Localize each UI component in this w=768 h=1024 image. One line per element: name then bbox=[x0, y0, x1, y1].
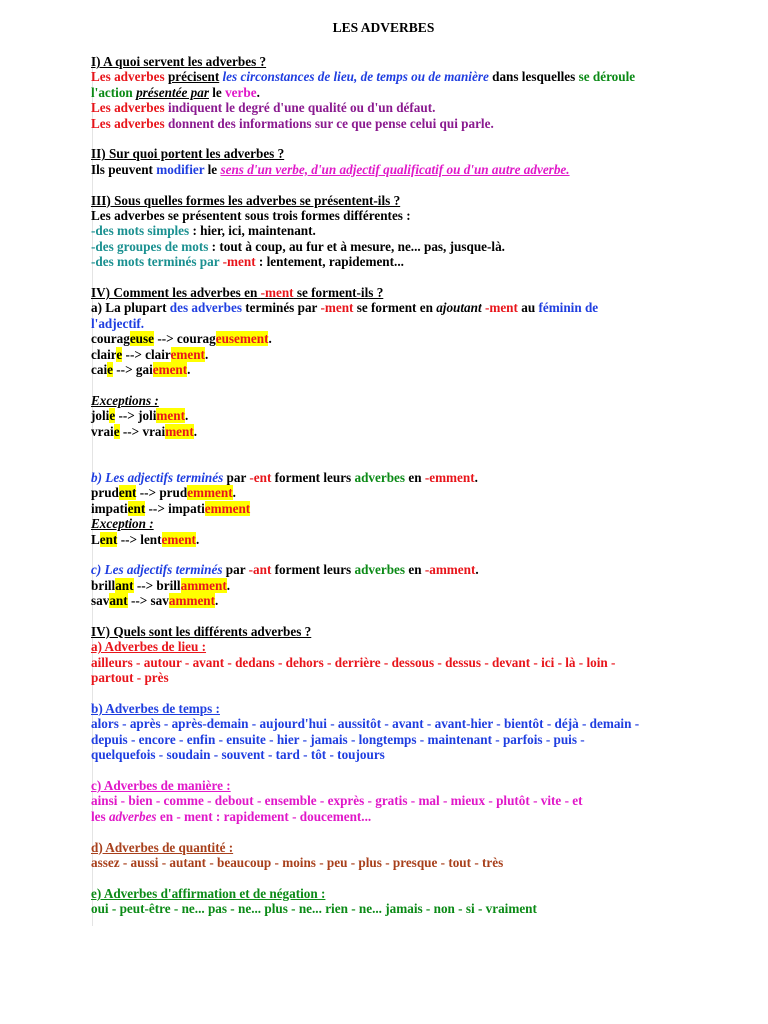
temps-heading: b) Adverbes de temps : bbox=[91, 700, 220, 716]
example-impatient: impatient --> impatiemment bbox=[91, 500, 251, 516]
temps-list-line-2: depuis - encore - enfin - ensuite - hier - jamais - longtemps - maintenant - parfois - puis - bbox=[91, 731, 585, 747]
s1-line-4: Les adverbes donnent des informations sur ce que pense celui qui parle. bbox=[91, 115, 494, 131]
s4-rule-b: b) Les adjectifs terminés par -ent forment leurs adverbes en -emment. bbox=[91, 469, 478, 485]
s4-rule-a-line-1: a) La plupart des adverbes terminés par -ment se forment en ajoutant -ment au féminin de bbox=[91, 300, 599, 316]
temps-list-line-1: alors - après - après-demain - aujourd'hui - aussitôt - avant - avant-hier - bientôt - déjà - demain - bbox=[91, 716, 640, 732]
s3-line-1: Les adverbes se présentent sous trois formes différentes : bbox=[91, 208, 411, 224]
affirmation-list: oui - peut-être - ne... pas - ne... plus - ne... rien - ne... jamais - non - si - vraiment bbox=[91, 901, 537, 917]
exceptions-label: Exceptions : bbox=[91, 392, 159, 408]
example-prudent: prudent --> prudemment. bbox=[91, 485, 236, 501]
lieu-list-line-1: ailleurs - autour - avant - dedans - dehors - derrière - dessous - dessus - devant - ici - là - loin - bbox=[91, 654, 616, 670]
temps-list-line-3: quelquefois - soudain - souvent - tard - tôt - toujours bbox=[91, 747, 385, 763]
affirmation-heading: e) Adverbes d'affirmation et de négation : bbox=[91, 885, 326, 901]
s1-line-3: Les adverbes indiquent le degré d'une qualité ou d'un défaut. bbox=[91, 100, 436, 116]
document-page bbox=[91, 20, 676, 917]
s1-line-1: Les adverbes précisent les circonstances de lieu, de temps ou de manière dans lesquelles se déroule bbox=[91, 69, 636, 85]
page-title: LES ADVERBES bbox=[332, 20, 435, 35]
s1-line-2: l'action présentée par le verbe. bbox=[91, 84, 260, 100]
example-vrai: vraie --> vraiment. bbox=[91, 423, 198, 439]
s3-line-4: -des mots terminés par -ment : lentement, rapidement... bbox=[91, 254, 404, 270]
example-courageux: courageuse --> courageusement. bbox=[91, 331, 272, 347]
example-lent: Lent --> lentement. bbox=[91, 531, 200, 547]
section-2-heading: II) Sur quoi portent les adverbes ? bbox=[91, 146, 285, 162]
lieu-list-line-2: partout - près bbox=[91, 670, 169, 686]
quantite-list: assez - aussi - autant - beaucoup - moins - peu - plus - presque - tout - très bbox=[91, 854, 504, 870]
maniere-heading: c) Adverbes de manière : bbox=[91, 777, 231, 793]
example-brillant: brillant --> brillamment. bbox=[91, 577, 231, 593]
s4-rule-a-line-2: l'adjectif. bbox=[91, 315, 145, 331]
lieu-heading: a) Adverbes de lieu : bbox=[91, 639, 207, 655]
s2-line-1: Ils peuvent modifier le sens d'un verbe, d'un adjectif qualificatif ou d'un autre adverbe. bbox=[91, 161, 570, 177]
exception-label: Exception : bbox=[91, 516, 154, 532]
example-clair: claire --> clairement. bbox=[91, 346, 209, 362]
maniere-list-line-1: ainsi - bien - comme - debout - ensemble - exprès - gratis - mal - mieux - plutôt - vite - et bbox=[91, 793, 583, 809]
section-3-heading: III) Sous quelles formes les adverbes se présentent-ils ? bbox=[91, 192, 401, 208]
example-joli: jolie --> joliment. bbox=[91, 408, 189, 424]
s3-line-3: -des groupes de mots : tout à coup, au fur et à mesure, ne... pas, jusque-là. bbox=[91, 238, 505, 254]
quantite-heading: d) Adverbes de quantité : bbox=[91, 839, 234, 855]
section-5-heading: IV) Quels sont les différents adverbes ? bbox=[91, 623, 312, 639]
maniere-list-line-2: les adverbes en - ment : rapidement - doucement... bbox=[91, 808, 372, 824]
example-savant: savant --> savamment. bbox=[91, 593, 219, 609]
example-gai: caie --> gaiement. bbox=[91, 362, 191, 378]
section-4-heading: IV) Comment les adverbes en -ment se forment-ils ? bbox=[91, 285, 384, 301]
section-1-heading: I) A quoi servent les adverbes ? bbox=[91, 54, 267, 69]
s3-line-2: -des mots simples : hier, ici, maintenant. bbox=[91, 223, 316, 239]
s4-rule-c: c) Les adjectifs terminés par -ant forment leurs adverbes en -amment. bbox=[91, 562, 479, 578]
